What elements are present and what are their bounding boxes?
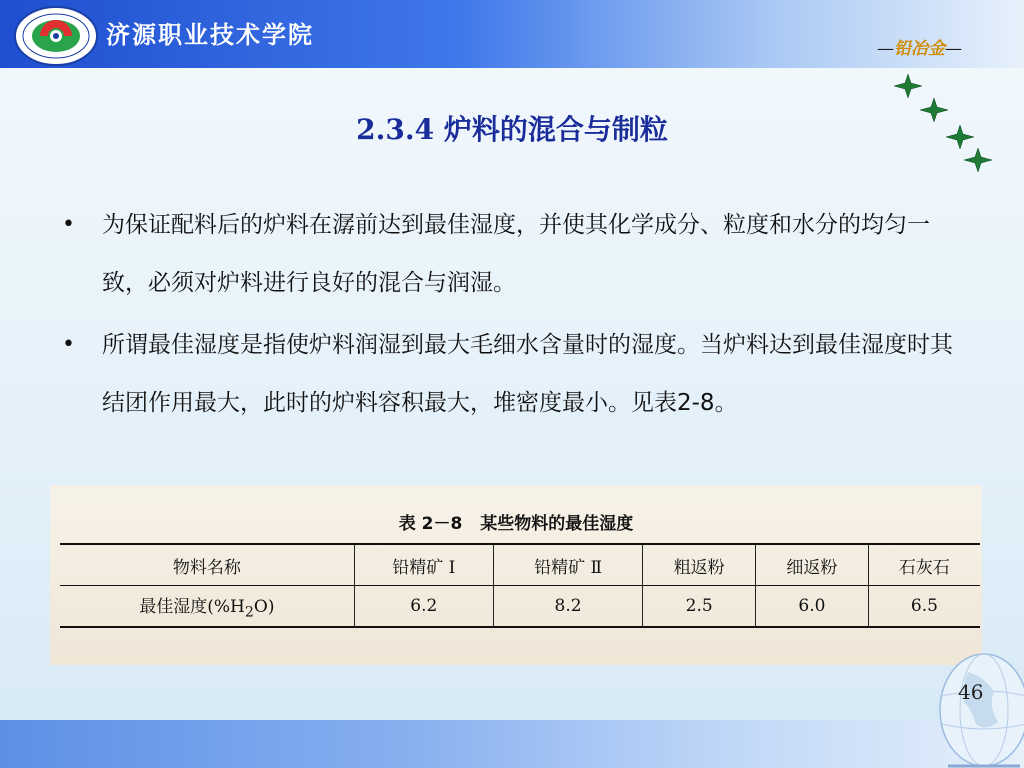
- table-header-cell: 铅精矿 Ⅰ: [354, 544, 493, 586]
- table-number: 表 2－8: [398, 514, 463, 534]
- moisture-table: [60, 543, 980, 628]
- table-row: [60, 586, 980, 628]
- bullet-list: [62, 196, 972, 436]
- bullet-dot-icon: •: [62, 332, 75, 357]
- school-name: 济源职业技术学院: [106, 20, 314, 49]
- table-header-cell: 粗返粉: [643, 544, 756, 586]
- table-header-cell: 细返粉: [756, 544, 869, 586]
- table-caption: [50, 509, 982, 534]
- row-label-subscript: 2: [244, 604, 254, 621]
- department-label: [877, 34, 962, 59]
- bullet-text: 所谓最佳湿度是指使炉料润湿到最大毛细水含量时的湿度。当炉料达到最佳湿度时其结团作用最大，此时的炉料容积最大，堆密度最小。见表2-8。: [102, 332, 953, 416]
- table-header-cell: 铅精矿 Ⅱ: [493, 544, 643, 586]
- bullet-item: [62, 316, 972, 432]
- table-cell: 6.5: [910, 596, 938, 616]
- page-number: 46: [958, 680, 984, 704]
- table-title: 某些物料的最佳湿度: [480, 514, 634, 534]
- table-header-cell: 石灰石: [898, 557, 950, 578]
- star-icon: [894, 74, 922, 98]
- star-icon: [964, 148, 992, 172]
- row-label-cell: [60, 586, 354, 628]
- table-cell: 6.0: [756, 586, 869, 628]
- bullet-item: [62, 196, 972, 312]
- table-cell: 6.2: [354, 586, 493, 628]
- row-label: 最佳湿度(%H: [139, 596, 245, 617]
- table-header-cell: 物料名称: [60, 544, 354, 586]
- bullet-dot-icon: •: [62, 212, 75, 237]
- row-label-end: O): [253, 596, 275, 617]
- department-dash-right: —: [945, 39, 962, 59]
- table-cell: 2.5: [643, 586, 756, 628]
- school-logo: [12, 5, 100, 67]
- department-dash-left: —: [877, 39, 894, 59]
- table-cell: 8.2: [493, 586, 643, 628]
- department-name: 铅冶金: [894, 39, 945, 59]
- table-image: [50, 485, 982, 665]
- table-header-row: [60, 544, 980, 586]
- bullet-text: 为保证配料后的炉料在潺前达到最佳湿度，并使其化学成分、粒度和水分的均匀一致，必须对炉料进行良好的混合与润湿。: [102, 212, 930, 296]
- slide-title: 2.3.4 炉料的混合与制粒: [356, 113, 668, 146]
- footer-band: [0, 720, 1024, 768]
